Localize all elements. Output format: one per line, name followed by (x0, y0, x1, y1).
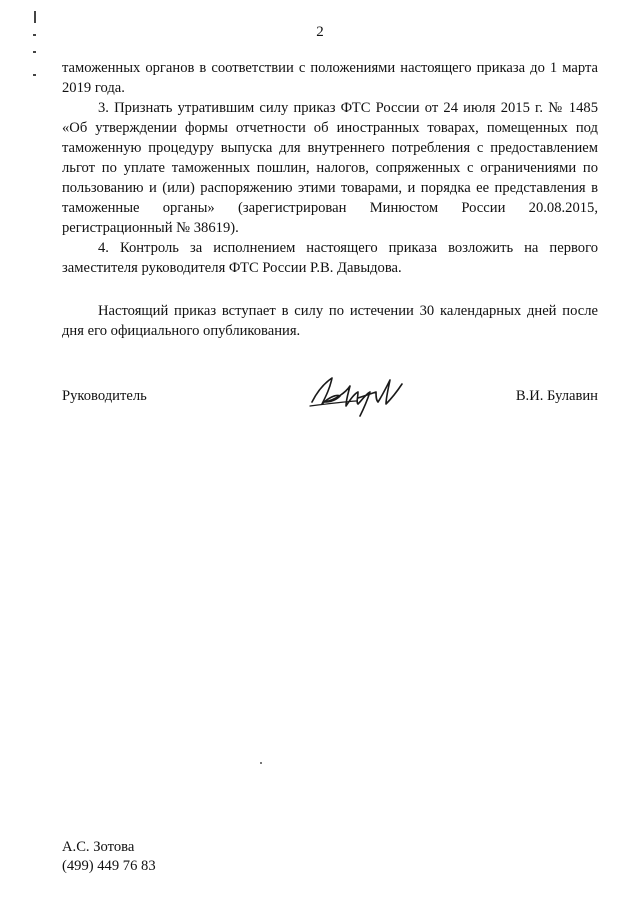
paragraph-3: 3. Признать утратившим силу приказ ФТС России от 24 июля 2015 г. № 1485 «Об утверждении формы отчетности об иностранных товарах, помещенных под таможенную процедуру выпуска для внутреннего потребления с предоставлением льгот по уплате таможенных пошлин, налогов, сопряженных с ограничениями по пользованию и (или) распоряжению этими товарами, и порядка ее представления в таможенные органы» (зарегистрирован Минюстом России 20.08.2015, регистрационный № 38619). (62, 100, 598, 236)
signatory-name: В.И. Булавин (515, 388, 598, 404)
scan-mark-2 (33, 51, 36, 53)
executor-phone: (499) 449 76 83 (62, 858, 156, 874)
paragraph-continuation: таможенных органов в соответствии с положениями настоящего приказа до 1 марта 2019 года. (62, 60, 598, 96)
paragraph-4: 4. Контроль за исполнением настоящего приказа возложить на первого заместителя руководителя ФТС России Р.В. Давыдова. (62, 240, 598, 276)
executor-block (62, 838, 156, 876)
scan-mark-top (34, 11, 36, 23)
scan-speck (260, 762, 262, 764)
executor-name: А.С. Зотова (62, 839, 135, 855)
handwritten-signature (306, 372, 406, 418)
signatory-title: Руководитель (62, 388, 147, 404)
document-body (62, 58, 598, 341)
paragraph-effective-date: Настоящий приказ вступает в силу по истечении 30 календарных дней после дня его официального опубликования. (62, 303, 598, 339)
scan-mark-3 (33, 74, 36, 76)
page-number: 2 (316, 24, 324, 40)
